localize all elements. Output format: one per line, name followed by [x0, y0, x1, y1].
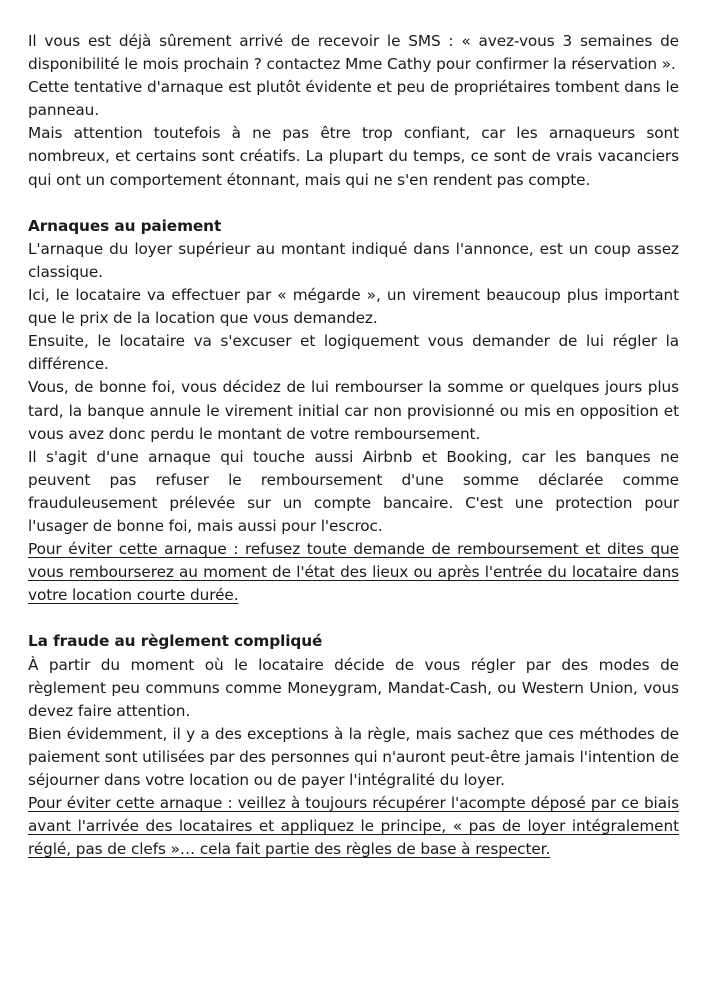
fraud-tip: Pour éviter cette arnaque : veillez à toujours récupérer l'acompte déposé par ce biais avant l'arrivée des locataires et appliquez le principe, « pas de loyer intégralement réglé, pas de clefs »… cela fait partie des règles de base à respecter.: [28, 794, 679, 859]
payment-paragraph-5: Il s'agit d'une arnaque qui touche aussi Airbnb et Booking, car les banques ne peuvent pas refuser le remboursement d'une somme déclarée comme frauduleusement prélevée sur un compte bancaire. C'est une protection pour l'usager de bonne foi, mais aussi pour l'escroc.: [28, 447, 679, 535]
intro-paragraph-1: Il vous est déjà sûrement arrivé de recevoir le SMS : « avez-vous 3 semaines de disponibilité le mois prochain ? contactez Mme Cathy pour confirmer la réservation ».: [28, 32, 679, 74]
fraud-paragraph-1: À partir du moment où le locataire décide de vous régler par des modes de règlement peu communs comme Moneygram, Mandat-Cash, ou Western Union, vous devez faire attention.: [28, 655, 679, 720]
payment-paragraph-2: Ici, le locataire va effectuer par « mégarde », un virement beaucoup plus important que le prix de la location que vous demandez.: [28, 286, 679, 328]
payment-tip: Pour éviter cette arnaque : refusez toute demande de remboursement et dites que vous rembourserez au moment de l'état des lieux ou après l'entrée du locataire dans votre location courte durée.: [28, 540, 679, 605]
payment-paragraph-4: Vous, de bonne foi, vous décidez de lui rembourser la somme or quelques jours plus tard, la banque annule le virement initial car non provisionné ou mis en opposition et vous avez donc perdu le montant de votre remboursement.: [28, 378, 679, 443]
payment-paragraph-1: L'arnaque du loyer supérieur au montant indiqué dans l'annonce, est un coup assez classique.: [28, 239, 679, 281]
section-heading-fraud: La fraude au règlement compliqué: [28, 632, 323, 651]
document-body: [28, 30, 679, 861]
intro-paragraph-2: Cette tentative d'arnaque est plutôt évidente et peu de propriétaires tombent dans le panneau.: [28, 78, 679, 120]
paragraph-spacer: [28, 607, 679, 630]
intro-paragraph-3: Mais attention toutefois à ne pas être trop confiant, car les arnaqueurs sont nombreux, et certains sont créatifs. La plupart du temps, ce sont de vrais vacanciers qui ont un comportement étonnant, mais qui ne s'en rendent pas compte.: [28, 124, 679, 189]
paragraph-spacer: [28, 192, 679, 215]
payment-paragraph-3: Ensuite, le locataire va s'excuser et logiquement vous demander de lui régler la différence.: [28, 332, 679, 374]
fraud-paragraph-2: Bien évidemment, il y a des exceptions à la règle, mais sachez que ces méthodes de paiement sont utilisées par des personnes qui n'auront peut-être jamais l'intention de séjourner dans votre location ou de payer l'intégralité du loyer.: [28, 724, 679, 789]
section-heading-payment: Arnaques au paiement: [28, 216, 222, 235]
